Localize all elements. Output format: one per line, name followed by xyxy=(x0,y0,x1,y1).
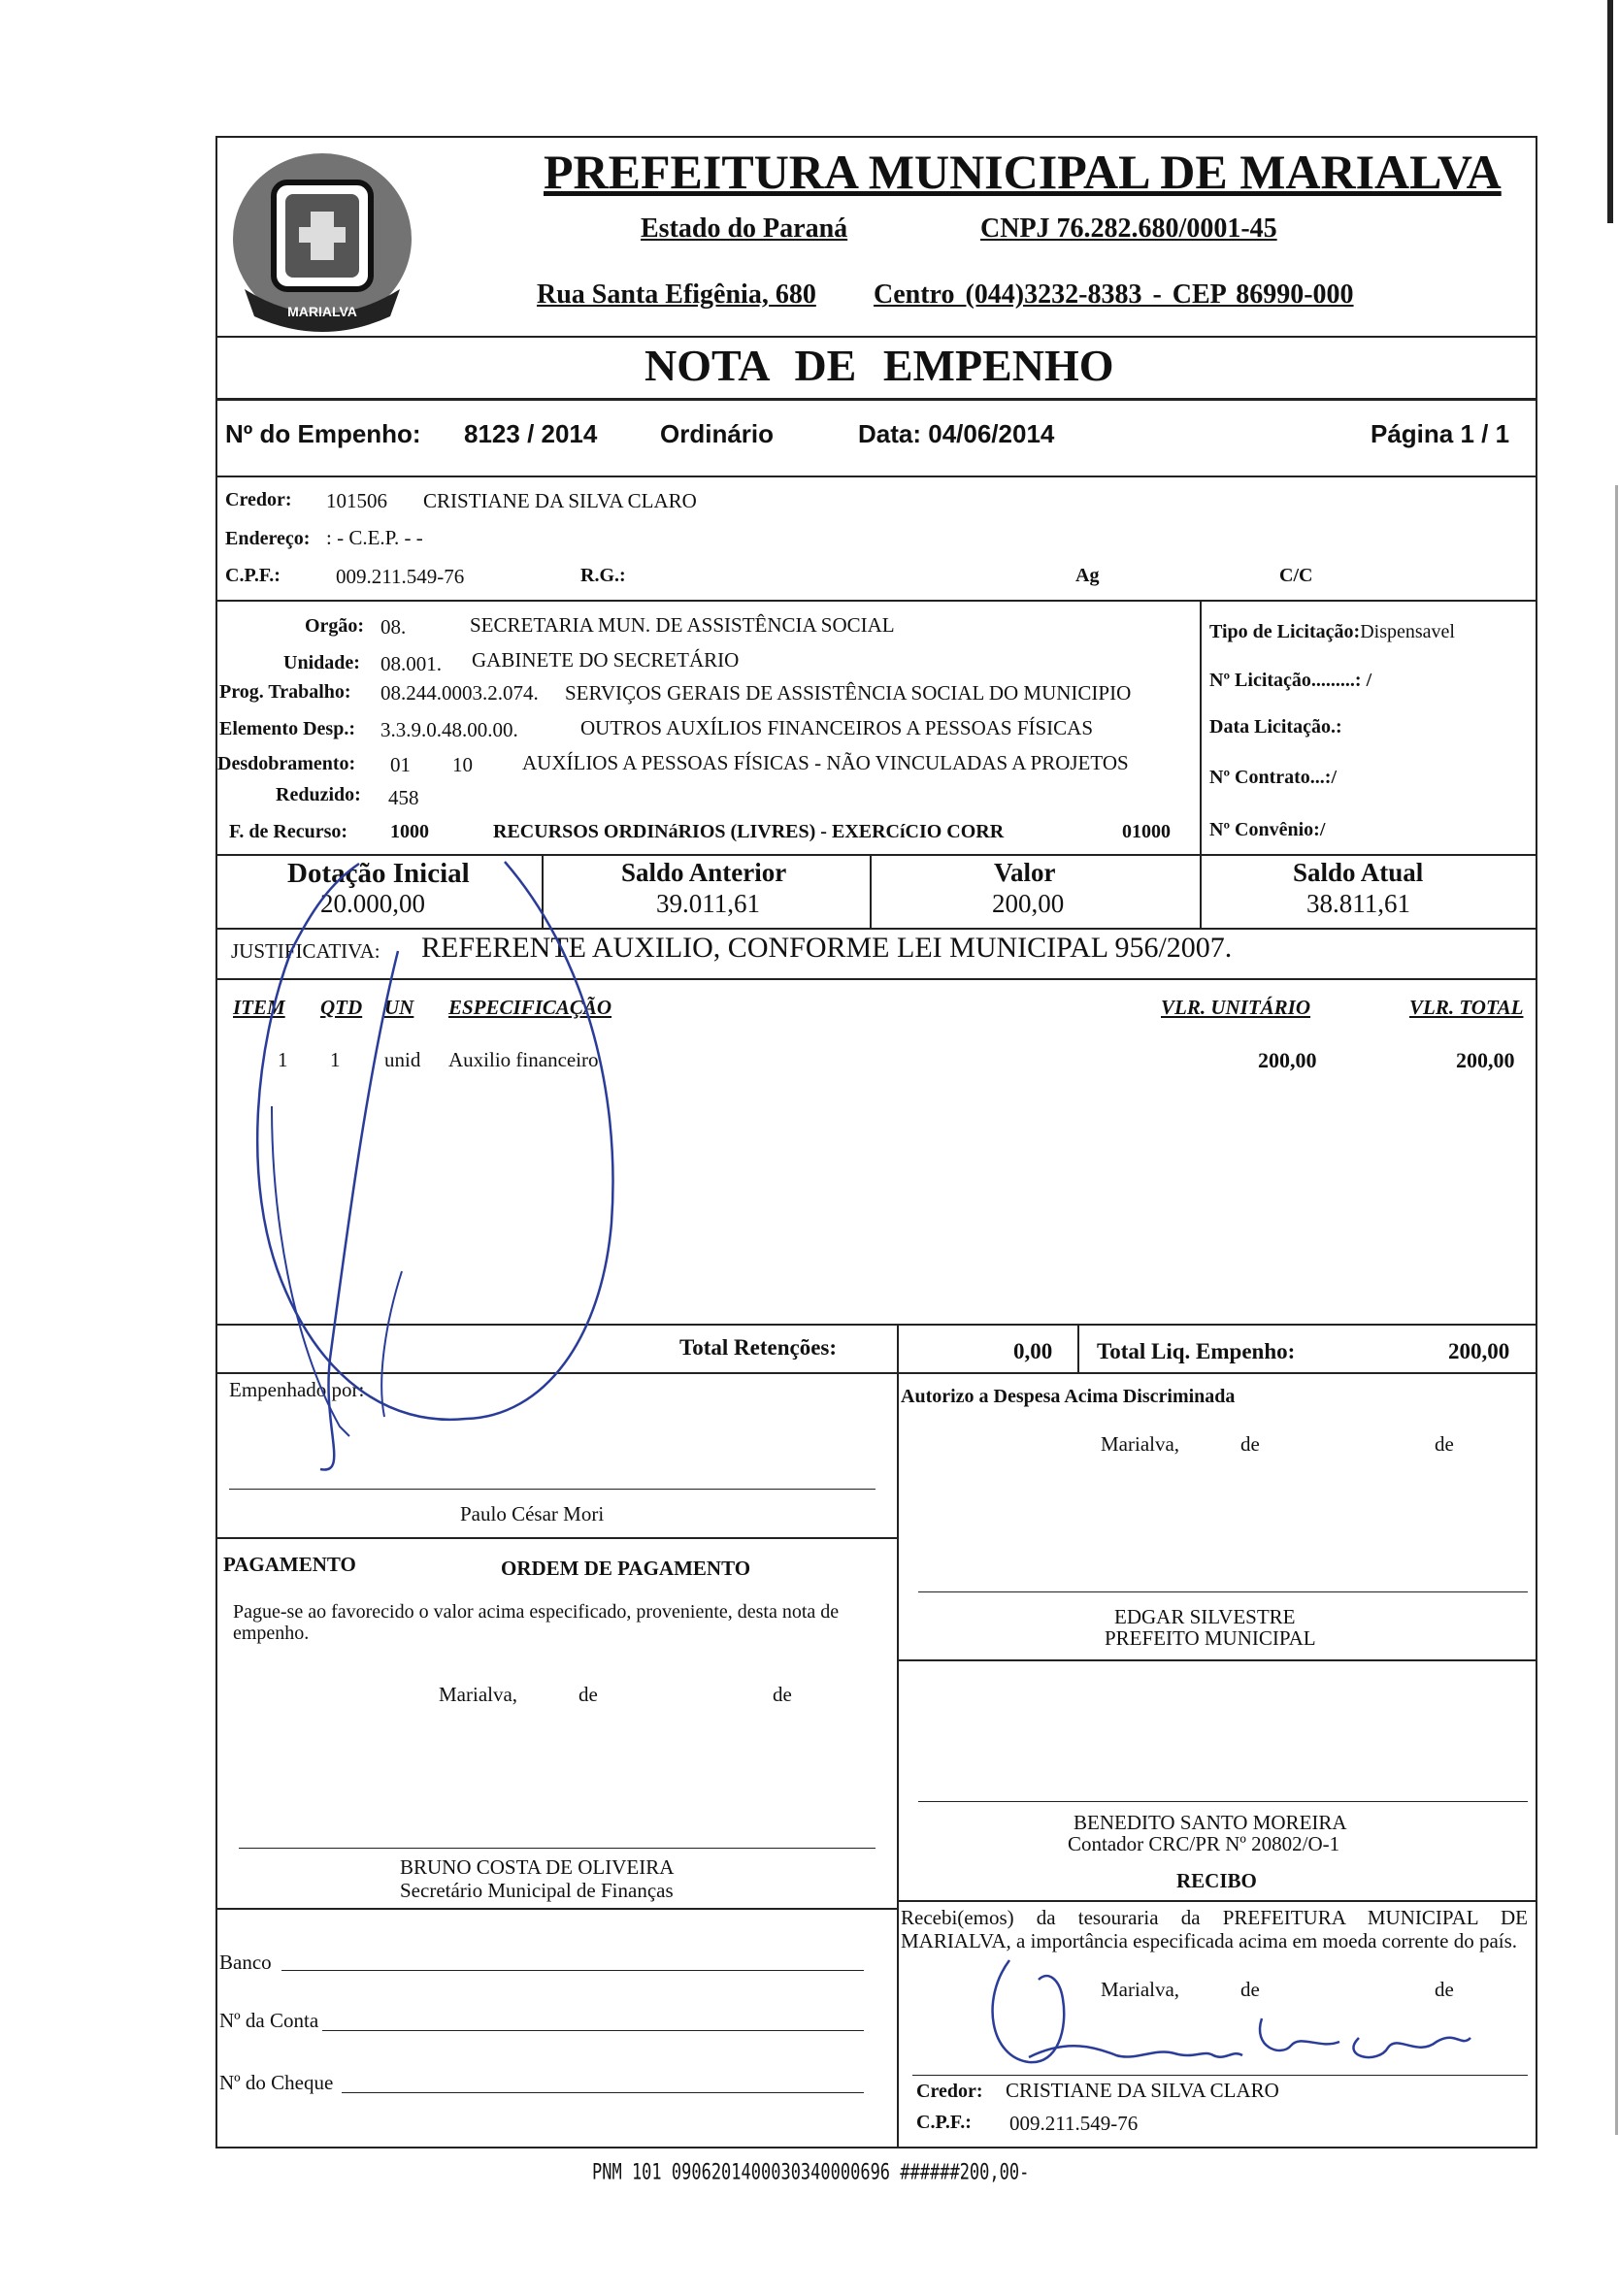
tipo-licitacao: Tipo de Licitação: xyxy=(1209,621,1361,642)
total-liquido: 200,00 xyxy=(1448,1339,1510,1363)
prog: SERVIÇOS GERAIS DE ASSISTÊNCIA SOCIAL DO MUNICIPIO xyxy=(565,681,1132,705)
col-qtd: QTD xyxy=(320,996,363,1019)
contador-cargo: Contador CRC/PR Nº 20802/O-1 xyxy=(1068,1832,1340,1855)
credor-endereco: : - C.E.P. - - xyxy=(326,526,423,549)
total-retencoes: 0,00 xyxy=(1013,1339,1053,1363)
col-especificacao: ESPECIFICAÇÃO xyxy=(448,996,612,1019)
secretario-nome: BRUNO COSTA DE OLIVEIRA xyxy=(400,1855,675,1879)
numero-licitacao: Nº Licitação.........: / xyxy=(1209,670,1372,691)
tipo-licitacao-valor: Dispensavel xyxy=(1360,621,1455,642)
recurso: RECURSOS ORDINáRIOS (LIVRES) - EXERCíCIO CORR xyxy=(493,821,1005,842)
col-un: UN xyxy=(384,996,414,1019)
pagamento-de2: de xyxy=(773,1683,792,1706)
prog-cod: 08.244.0003.2.074. xyxy=(380,681,539,705)
unidade-cod: 08.001. xyxy=(380,652,442,675)
recibo-credor-nome: CRISTIANE DA SILVA CLARO xyxy=(1006,2079,1279,2102)
dotacao-inicial-label: Dotação Inicial xyxy=(287,858,470,889)
justificativa-label: JUSTIFICATIVA: xyxy=(231,939,380,963)
banco-label: Banco xyxy=(219,1951,272,1974)
credor-label: Credor: xyxy=(225,489,292,510)
elemento-label: Elemento Desp.: xyxy=(219,718,355,739)
pagamento-label: PAGAMENTO xyxy=(223,1553,356,1576)
empenho-tipo: Ordinário xyxy=(660,419,775,448)
data-licitacao: Data Licitação.: xyxy=(1209,716,1342,738)
empenho-data: Data: 04/06/2014 xyxy=(858,419,1055,448)
recibo-texto: Recebi(emos) da tesouraria da PREFEITURA MUNICIPAL DE MARIALVA, a importância especificada acima em moeda corrente do país. xyxy=(901,1906,1528,1952)
recibo-de2: de xyxy=(1435,1978,1454,2001)
numero-contrato: Nº Contrato...:/ xyxy=(1209,767,1338,788)
secretario-cargo: Secretário Municipal de Finanças xyxy=(400,1879,674,1902)
rodape-codigo: PNM 101 0906201400030340000696 ######200,00- xyxy=(592,2160,1030,2185)
recurso-num: 01000 xyxy=(1122,821,1171,842)
cc-label: C/C xyxy=(1279,565,1313,586)
unidade-label: Unidade: xyxy=(283,652,360,673)
rg-label: R.G.: xyxy=(580,565,626,586)
endereco-label: Endereço: xyxy=(225,528,311,549)
row-vlr-unitario: 200,00 xyxy=(1258,1048,1317,1072)
autorizo-de2: de xyxy=(1435,1432,1454,1456)
contador-nome: BENEDITO SANTO MOREIRA xyxy=(1074,1811,1347,1834)
empenho-numero: 8123 / 2014 xyxy=(464,419,598,448)
row-vlr-total: 200,00 xyxy=(1456,1048,1515,1072)
empenhado-label: Empenhado por: xyxy=(229,1378,365,1401)
saldo-anterior-label: Saldo Anterior xyxy=(621,858,787,887)
ag-label: Ag xyxy=(1075,565,1100,586)
elemento: OUTROS AUXÍLIOS FINANCEIROS A PESSOAS FÍSICAS xyxy=(580,716,1094,739)
recibo-label: RECIBO xyxy=(1176,1869,1257,1892)
recibo-cpf: 009.211.549-76 xyxy=(1009,2112,1139,2135)
recibo-de1: de xyxy=(1240,1978,1260,2001)
col-item: ITEM xyxy=(233,996,285,1019)
total-liquido-label: Total Liq. Empenho: xyxy=(1097,1339,1296,1363)
empenhado-nome: Paulo César Mori xyxy=(460,1502,605,1525)
elemento-cod: 3.3.9.0.48.00.00. xyxy=(380,718,518,741)
orgao-label: Orgão: xyxy=(305,615,365,637)
ordem-pagamento: ORDEM DE PAGAMENTO xyxy=(501,1557,751,1580)
saldo-atual-label: Saldo Atual xyxy=(1293,858,1424,887)
desdob: AUXÍLIOS A PESSOAS FÍSICAS - NÃO VINCULADAS A PROJETOS xyxy=(522,751,1129,774)
valor: 200,00 xyxy=(992,889,1065,918)
recibo-cidade: Marialva, xyxy=(1101,1978,1180,2001)
numero-convenio: Nº Convênio:/ xyxy=(1209,819,1326,840)
empenho-pagina: Página 1 / 1 xyxy=(1371,419,1510,448)
scan-border-right-lower xyxy=(1615,485,1618,2135)
scan-border-right xyxy=(1607,0,1613,223)
recibo-credor-label: Credor: xyxy=(916,2081,983,2102)
conta-label: Nº da Conta xyxy=(219,2009,319,2032)
pagamento-cidade: Marialva, xyxy=(439,1683,518,1706)
saldo-anterior: 39.011,61 xyxy=(656,889,760,918)
row-especificacao: Auxilio financeiro xyxy=(448,1048,599,1071)
row-item: 1 xyxy=(278,1048,288,1071)
cnpj: CNPJ 76.282.680/0001-45 xyxy=(980,213,1277,244)
recibo-cpf-label: C.P.F.: xyxy=(916,2112,972,2133)
svg-text:MARIALVA: MARIALVA xyxy=(287,304,357,319)
pagamento-texto: Pague-se ao favorecido o valor acima especificado, proveniente, desta nota de empenho. xyxy=(233,1601,840,1644)
orgao: SECRETARIA MUN. DE ASSISTÊNCIA SOCIAL xyxy=(470,613,895,637)
empenho-label: Nº do Empenho: xyxy=(225,419,421,448)
row-qtd: 1 xyxy=(330,1048,341,1071)
cheque-label: Nº do Cheque xyxy=(219,2071,334,2094)
valor-label: Valor xyxy=(994,858,1056,887)
prefeito-nome: EDGAR SILVESTRE xyxy=(1114,1605,1296,1628)
pagamento-de1: de xyxy=(578,1683,598,1706)
recurso-label: F. de Recurso: xyxy=(229,821,348,842)
credor-nome: CRISTIANE DA SILVA CLARO xyxy=(423,489,697,512)
autorizo-de1: de xyxy=(1240,1432,1260,1456)
recurso-cod: 1000 xyxy=(390,821,429,842)
estado: Estado do Paraná xyxy=(641,213,848,244)
reduzido: 458 xyxy=(388,786,419,809)
prog-label: Prog. Trabalho: xyxy=(219,681,351,703)
doc-title: NOTA DE EMPENHO xyxy=(644,341,1114,390)
justificativa: REFERENTE AUXILIO, CONFORME LEI MUNICIPAL 956/2007. xyxy=(421,932,1233,964)
credor-signature xyxy=(971,1941,1475,2086)
endereco-prefeitura: Rua Santa Efigênia, 680 xyxy=(537,279,816,310)
credor-cpf: 009.211.549-76 xyxy=(336,565,465,588)
prefeitura-title: PREFEITURA MUNICIPAL DE MARIALVA xyxy=(544,145,1502,199)
prefeito-cargo: PREFEITO MUNICIPAL xyxy=(1105,1626,1316,1650)
centro-telefone-cep: Centro (044)3232-8383 - CEP 86990-000 xyxy=(874,279,1354,310)
unidade: GABINETE DO SECRETÁRIO xyxy=(472,648,740,672)
credor-codigo: 101506 xyxy=(326,489,387,512)
total-retencoes-label: Total Retenções: xyxy=(679,1335,838,1360)
dotacao-inicial: 20.000,00 xyxy=(320,889,425,918)
autorizo-label: Autorizo a Despesa Acima Discriminada xyxy=(901,1386,1236,1407)
row-un: unid xyxy=(384,1048,421,1071)
col-vlr-total: VLR. TOTAL xyxy=(1409,996,1524,1019)
col-vlr-unitario: VLR. UNITÁRIO xyxy=(1161,996,1311,1019)
reduzido-label: Reduzido: xyxy=(276,784,361,805)
desdob-b: 10 xyxy=(452,753,473,776)
desdob-label: Desdobramento: xyxy=(217,753,356,774)
cpf-label: C.P.F.: xyxy=(225,565,281,586)
autorizo-cidade: Marialva, xyxy=(1101,1432,1180,1456)
saldo-atual: 38.811,61 xyxy=(1306,889,1410,918)
orgao-cod: 08. xyxy=(380,615,407,639)
desdob-a: 01 xyxy=(390,753,411,776)
